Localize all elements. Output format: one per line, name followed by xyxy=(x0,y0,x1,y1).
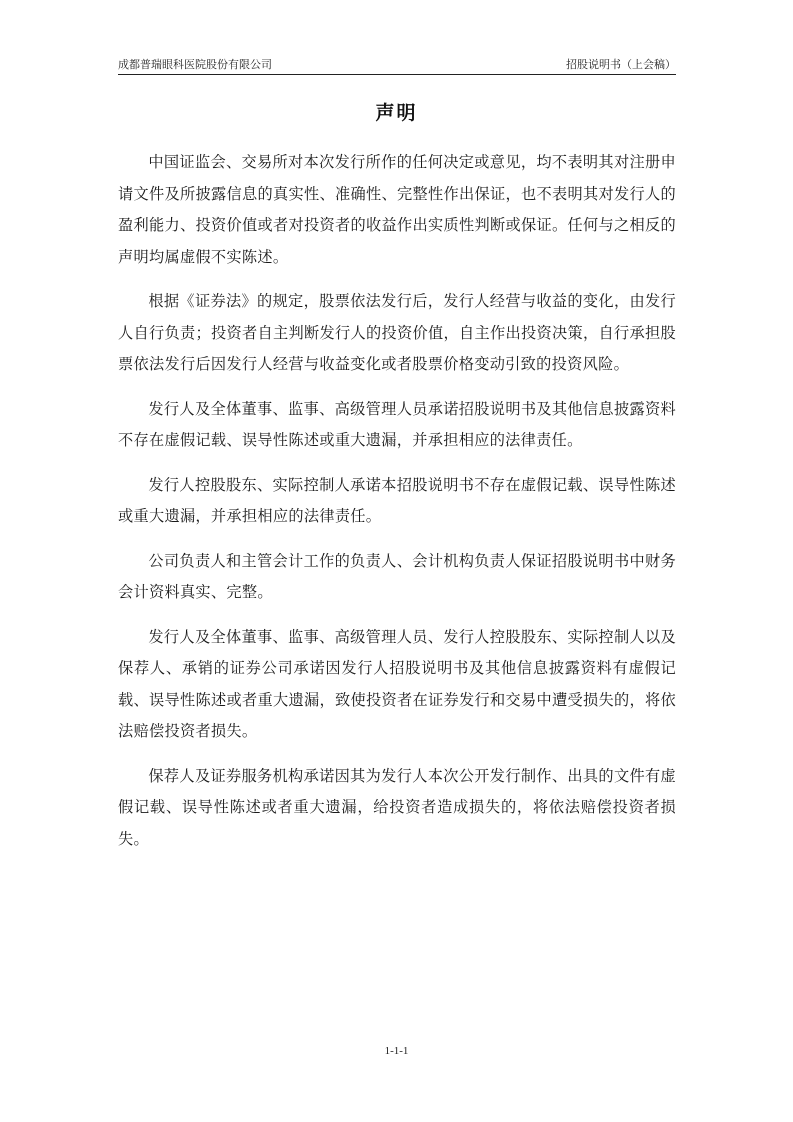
page-title: 声明 xyxy=(375,102,418,124)
header-company-name: 成都普瑞眼科医院股份有限公司 xyxy=(118,58,272,71)
statement-paragraph: 公司负责人和主管会计工作的负责人、会计机构负责人保证招股说明书中财务会计资料真实、完整。 xyxy=(118,551,676,601)
statement-paragraph: 发行人控股股东、实际控制人承诺本招股说明书不存在虚假记载、误导性陈述或重大遗漏，并承担相应的法律责任。 xyxy=(118,475,676,525)
statement-paragraph: 保荐人及证券服务机构承诺因其为发行人本次公开发行制作、出具的文件有虚假记载、误导性陈述或者重大遗漏，给投资者造成损失的，将依法赔偿投资者损失。 xyxy=(118,766,676,848)
header-document-type: 招股说明书（上会稿） xyxy=(566,58,676,71)
statement-body xyxy=(118,147,676,868)
header-divider xyxy=(118,74,676,75)
statement-paragraph: 根据《证券法》的规定，股票依法发行后，发行人经营与收益的变化，由发行人自行负责；投资者自主判断发行人的投资价值，自主作出投资决策，自行承担股票依法发行后因发行人经营与收益变化或者股票价格变动引致的投资风险。 xyxy=(118,292,676,373)
statement-paragraph: 发行人及全体董事、监事、高级管理人员、发行人控股股东、实际控制人以及保荐人、承销的证券公司承诺因发行人招股说明书及其他信息披露资料有虚假记载、误导性陈述或者重大遗漏，致使投资者在证券发行和交易中遭受损失的，将依法赔偿投资者损失。 xyxy=(118,627,676,740)
statement-paragraph: 中国证监会、交易所对本次发行所作的任何决定或意见，均不表明其对注册申请文件及所披露信息的真实性、准确性、完整性作出保证，也不表明其对发行人的盈利能力、投资价值或者对投资者的收益作出实质性判断或保证。任何与之相反的声明均属虚假不实陈述。 xyxy=(118,153,676,266)
statement-paragraph: 发行人及全体董事、监事、高级管理人员承诺招股说明书及其他信息披露资料不存在虚假记载、误导性陈述或重大遗漏，并承担相应的法律责任。 xyxy=(118,399,676,449)
page-number: 1-1-1 xyxy=(384,1045,409,1057)
